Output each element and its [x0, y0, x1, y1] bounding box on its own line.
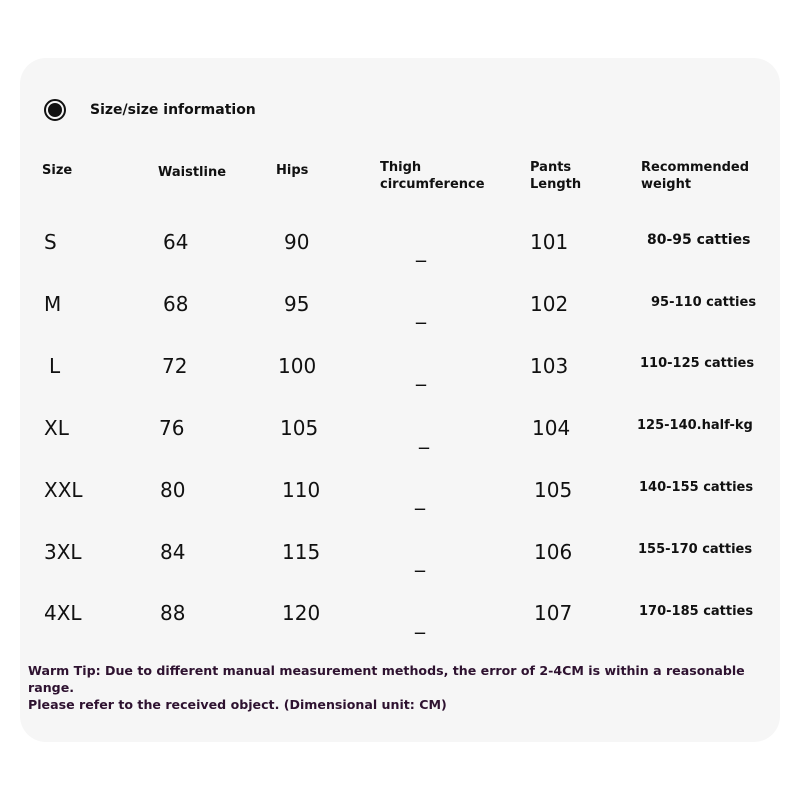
warm-tip-line-1: Warm Tip: Due to different manual measurement methods, the error of 2-4CM is within a reasonable range. [28, 663, 745, 695]
cell-weight: 80-95 catties [647, 232, 751, 248]
cell-hips: 105 [280, 416, 319, 440]
cell-hips: 120 [282, 601, 321, 625]
cell-hips: 90 [284, 230, 310, 254]
cell-size: 3XL [44, 540, 82, 564]
cell-thigh: _ [416, 300, 426, 324]
section-header [44, 96, 256, 124]
cell-waistline: 76 [159, 416, 185, 440]
cell-size: XXL [44, 478, 83, 502]
cell-size: XL [44, 416, 69, 440]
cell-weight: 125-140.half-kg [637, 418, 753, 433]
cell-weight: 110-125 catties [640, 356, 755, 371]
cell-waistline: 80 [160, 478, 186, 502]
cell-pants-length: 103 [530, 354, 569, 378]
column-header-size: Size [42, 163, 73, 178]
column-header-thigh: Thigh circumference [380, 160, 485, 192]
cell-pants-length: 101 [530, 230, 569, 254]
cell-size: M [44, 292, 62, 316]
cell-waistline: 84 [160, 540, 186, 564]
column-header-weight: Recommended weight [641, 160, 750, 192]
warm-tip-note [28, 662, 778, 713]
cell-pants-length: 105 [534, 478, 573, 502]
cell-pants-length: 104 [532, 416, 571, 440]
cell-thigh: _ [415, 486, 425, 510]
cell-hips: 95 [284, 292, 310, 316]
cell-thigh: _ [415, 548, 425, 572]
cell-pants-length: 107 [534, 601, 573, 625]
cell-size: L [49, 354, 61, 378]
column-header-hips: Hips [276, 163, 309, 178]
warm-tip-line-2: Please refer to the received object. (Dimensional unit: CM) [28, 697, 447, 712]
cell-weight: 155-170 catties [638, 542, 753, 557]
cell-hips: 115 [282, 540, 321, 564]
section-title: Size/size information [90, 102, 256, 118]
cell-weight: 140-155 catties [639, 480, 754, 495]
cell-hips: 110 [282, 478, 321, 502]
cell-waistline: 72 [162, 354, 188, 378]
cell-pants-length: 106 [534, 540, 573, 564]
cell-waistline: 68 [163, 292, 189, 316]
radio-bullet-icon [44, 99, 66, 121]
cell-size: S [44, 230, 57, 254]
cell-pants-length: 102 [530, 292, 569, 316]
cell-weight: 170-185 catties [639, 604, 754, 619]
cell-size: 4XL [44, 601, 82, 625]
cell-waistline: 88 [160, 601, 186, 625]
cell-thigh: _ [419, 425, 429, 449]
column-header-waistline: Waistline [158, 165, 227, 180]
cell-weight: 95-110 catties [651, 295, 757, 310]
cell-thigh: _ [416, 362, 426, 386]
cell-thigh: _ [416, 238, 426, 262]
cell-hips: 100 [278, 354, 317, 378]
cell-waistline: 64 [163, 230, 189, 254]
cell-thigh: _ [415, 610, 425, 634]
column-header-pants-length: Pants Length [530, 160, 582, 192]
